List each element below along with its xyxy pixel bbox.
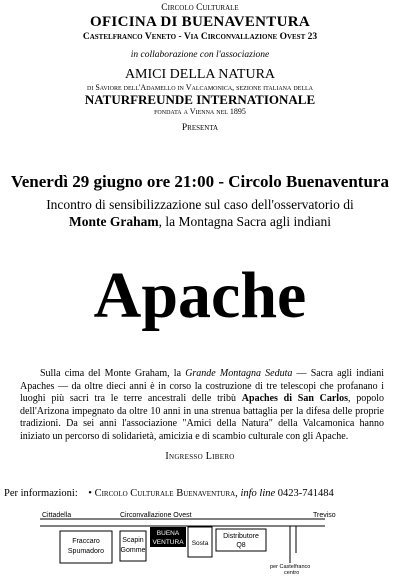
header [0,2,400,134]
circolo-label: Circolo Culturale [161,3,239,13]
map-distributore-1: Distributore [223,533,259,540]
founded-text: fondata a Vienna nel 1895 [154,107,246,116]
event-description [0,196,400,230]
map-cittadella: Cittadella [42,512,72,519]
map-scapin-2: Gomme [120,547,146,554]
info-phone: 0423-741484 [277,488,334,499]
map-sosta: Sosta [191,540,209,547]
monte-graham-bold: Monte Graham [68,214,159,229]
map-castelfranco-1: per Castelfranco [270,564,311,570]
map-street: Circonvallazione Ovest [120,512,192,519]
incontro-line-2 [0,213,400,230]
info-org: Circolo Culturale Buenaventura, [94,488,238,499]
body-paragraph [20,368,384,444]
body-p3: , popolo dell'Arizona impegnato da oltre 10 anni in una strenua battaglia per la difesa delle proprie tradizioni. Da sei anni l'associazione "Amici della Natura" della Valcamonica hanno iniziato un percorso di solidarietà, amicizia e di scambio culturale con gli Apache. [20,393,385,442]
map-svg [0,505,400,576]
map-fraccaro-box [60,531,112,563]
map-fraccaro-1: Fraccaro [72,538,100,545]
event-date-line: Venerdì 29 giugno ore 21:00 - Circolo Buenaventura [11,172,389,191]
info-line [4,488,396,499]
naturfreunde-title: NATURFREUNDE INTERNATIONALE [84,92,316,107]
map-treviso: Treviso [313,512,336,519]
map-scapin-box [120,531,146,561]
page-title: Apache [93,259,307,332]
ingresso-libero: Ingresso Libero [165,451,235,462]
incontro-line-1: Incontro di sensibilizzazione sul caso dell'osservatorio di [46,197,354,212]
incontro-rest: , la Montagna Sacra agli indiani [158,214,332,229]
bullet-icon: • [88,488,92,499]
amici-title: AMICI DELLA NATURA [124,67,276,82]
map-buena-2: VENTURA [152,539,184,546]
org-name: OFICINA DI BUENAVENTURA [90,14,310,30]
org-address: Castelfranco Veneto - Via Circonvallazione Ovest 23 [82,32,318,42]
map-castelfranco-2: centro [284,570,300,576]
map-distributore-2: Q8 [236,542,246,549]
collab-text: in collaborazione con l'associazione [130,50,270,60]
info-label: Per informazioni: [4,488,78,499]
info-line-label: info line [240,488,276,499]
location-map [0,505,400,576]
body-p2: — Sacra agli indiani Apaches — da oltre dieci anni è in corso la costruzione di tre telescopi che profanano i luoghi più sacri tra le terre ancestrali delle tribù [20,368,384,405]
body-p1: Sulla cima del Monte Graham, la [40,368,186,379]
amici-subtitle: di Saviore dell'Adamello in Valcamonica, sezione italiana della [86,83,313,92]
map-fraccaro-2: Spumadoro [67,548,105,555]
body-p2-bold: Apaches di San Carlos [241,393,348,405]
map-buena-1: BUENA [156,530,180,537]
presenta-label: Presenta [181,123,219,133]
map-scapin-1: Scapin [122,537,144,544]
body-p1-italic: Grande Montagna Seduta [185,368,293,379]
